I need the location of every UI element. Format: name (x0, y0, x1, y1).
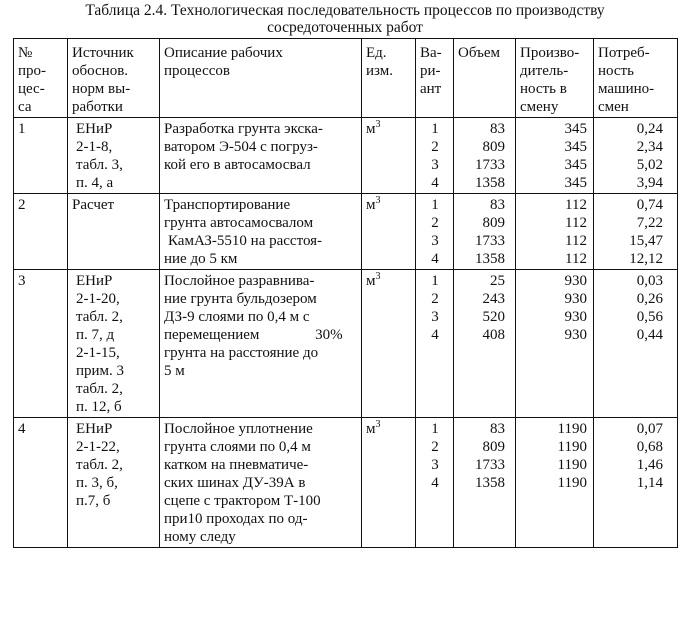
header-volume: Объем (454, 39, 516, 118)
row-variants: 1 2 3 4 (416, 270, 454, 418)
row-unit: $м^3$ (362, 270, 416, 418)
row-need: 0,03 0,26 0,56 0,44 (594, 270, 678, 418)
header-variant: Ва- ри- ант (416, 39, 454, 118)
row-productivity: 1190 1190 1190 1190 (516, 418, 594, 548)
header-source: Источник обоснов. норм вы- работки (68, 39, 160, 118)
row-source: ЕНиР 2-1-20, табл. 2, п. 7, д 2-1-15, прим. 3 табл. 2, п. 12, б (68, 270, 160, 418)
row-source: Расчет (68, 194, 160, 270)
row-description: Послойное уплотнение грунта слоями по 0,4 м катком на пневматиче- ских шинах ДУ-39А в сцепе с трактором Т-100 при10 проходах по од- ному следу (160, 418, 362, 548)
row-source: ЕНиР 2-1-22, табл. 2, п. 3, б, п.7, б (68, 418, 160, 548)
row-volumes: 83 809 1733 1358 (454, 194, 516, 270)
row-unit: $м^3$ (362, 418, 416, 548)
process-table (13, 38, 678, 548)
row-num: 1 (14, 118, 68, 194)
table-row (14, 194, 678, 270)
table-row (14, 418, 678, 548)
row-need: 0,24 2,34 5,02 3,94 (594, 118, 678, 194)
row-variants: 1 2 3 4 (416, 118, 454, 194)
row-need: 0,74 7,22 15,47 12,12 (594, 194, 678, 270)
table-row (14, 118, 678, 194)
row-variants: 1 2 3 4 (416, 418, 454, 548)
row-num: 3 (14, 270, 68, 418)
caption-line-1: Таблица 2.4. Технологическая последовательность процессов по производству (85, 2, 605, 19)
header-num: № про- цес- са (14, 39, 68, 118)
row-need: 0,07 0,68 1,46 1,14 (594, 418, 678, 548)
header-productivity: Произво- дитель- ность в смену (516, 39, 594, 118)
row-num: 2 (14, 194, 68, 270)
caption-line-2: сосредоточенных работ (267, 19, 423, 36)
row-volumes: 83 809 1733 1358 (454, 418, 516, 548)
table-row (14, 270, 678, 418)
row-unit: $м^3$ (362, 118, 416, 194)
row-productivity: 930 930 930 930 (516, 270, 594, 418)
header-need: Потреб- ность машино- смен (594, 39, 678, 118)
row-volumes: 83 809 1733 1358 (454, 118, 516, 194)
row-volumes: 25 243 520 408 (454, 270, 516, 418)
row-productivity: 112 112 112 112 (516, 194, 594, 270)
row-description: Транспортирование грунта автосамосвалом КамАЗ-5510 на расстоя- ние до 5 км (160, 194, 362, 270)
row-description: Разработка грунта экска- ватором Э-504 с погруз- кой его в автосамосвал (160, 118, 362, 194)
row-source: ЕНиР 2-1-8, табл. 3, п. 4, а (68, 118, 160, 194)
row-num: 4 (14, 418, 68, 548)
row-variants: 1 2 3 4 (416, 194, 454, 270)
row-description: Послойное разравнива- ние грунта бульдозером ДЗ-9 слоями по 0,4 м с перемещением 30% грунта на расстояние до 5 м (160, 270, 362, 418)
header-description: Описание рабочих процессов (160, 39, 362, 118)
row-productivity: 345 345 345 345 (516, 118, 594, 194)
header-row (14, 39, 678, 118)
table-caption (0, 2, 690, 36)
header-unit: Ед. изм. (362, 39, 416, 118)
row-unit: $м^3$ (362, 194, 416, 270)
